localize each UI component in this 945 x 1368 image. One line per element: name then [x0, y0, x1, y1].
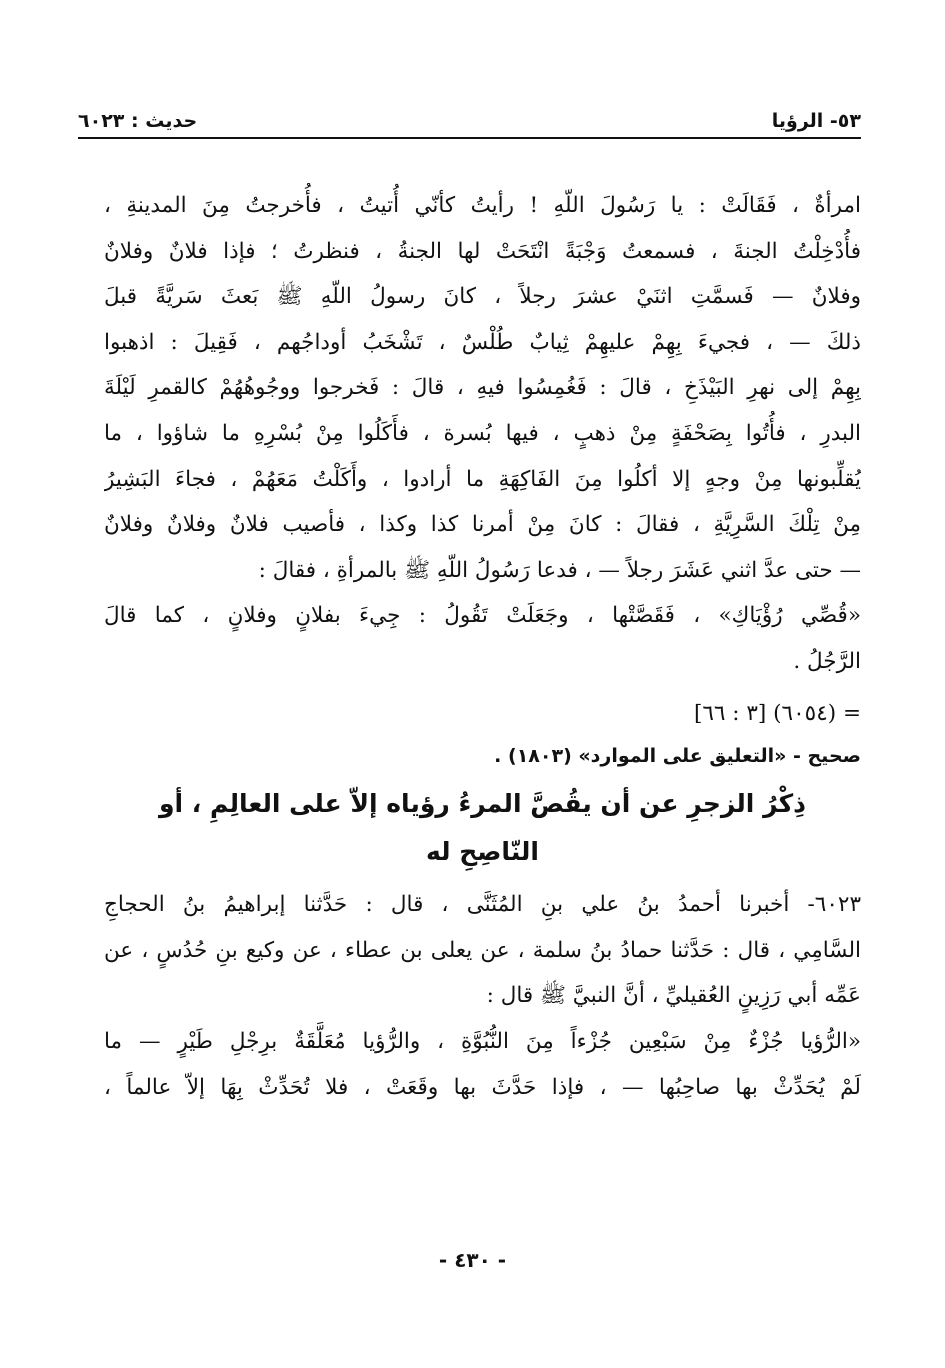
- text-line: وفلانٌ — فَسمَّتِ اثنَيْ عشرَ رجلاً ، كانَ رسولُ اللّهِ ﷺ بَعثَ سَريَّةً قبلَ: [104, 284, 861, 310]
- text-line: مِنْ تِلْكَ السَّرِيَّةِ ، فقالَ : كانَ مِنْ أمرنا كذا وكذا ، فأصيب فلانٌ وفلانٌ وفلانٌ: [104, 512, 861, 538]
- hadith-grade: صحيح - «التعليق على الموارد» (١٨٠٣) .: [494, 745, 861, 768]
- page-body: [104, 183, 861, 1110]
- cross-reference: = (٦٠٥٤) [٣ : ٦٦]: [693, 700, 861, 726]
- text-line: البدرِ ، فأُتُوا بِصَحْفَةٍ مِنْ ذهبٍ ، فيها بُسرة ، فأَكَلُوا مِنْ بُسْرِهِ ما شاؤوا ، ما: [104, 420, 861, 446]
- hadith-text-line: عَمِّه أبي رَزِينٍ العُقيليِّ ، أنَّ النبيَّ ﷺ قال :: [486, 983, 861, 1009]
- text-line: الرَّجُلُ .: [793, 648, 861, 674]
- text-line: «قُصِّي رُؤْيَاكِ» ، فَقَصَّتْها ، وجَعَلَتْ تَقُولُ : جِيءَ بفلانٍ وفلانٍ ، كما قالَ: [104, 603, 861, 629]
- text-line: بِهِمْ إلى نهرِ البَيْذَخِ ، قالَ : فَغُمِسُوا فيهِ ، قالَ : فَخرجوا ووجُوهُهُمْ كالقمرِ لَيْلَةَ: [104, 375, 861, 401]
- chapter-heading: ٥٣- الرؤيا: [771, 110, 861, 132]
- text-line: — حتى عدَّ اثني عَشَرَ رجلاً — ، فدعا رَسُولُ اللّهِ ﷺ بالمرأةِ ، فقالَ :: [258, 557, 861, 583]
- text-line: ذلكَ — ، فجيءَ بِهِمْ عليهِمْ ثِيابٌ طُلْسٌ ، تَشْخَبُ أوداجُهم ، فَقِيلَ : اذهبوا: [104, 329, 861, 355]
- text-line: امرأةٌ ، فَقَالَتْ : يا رَسُولَ اللّهِ ! رأيتُ كأنّي أُتيتُ ، فأُخرجتُ مِنَ المدينةِ ،: [104, 193, 861, 218]
- text-line: فأُدْخِلْتُ الجنةَ ، فسمعتُ وَجْبَةً انْتَحَتْ لها الجنةُ ، فنظرتُ ؛ فإذا فلانٌ وفلانٌ: [104, 238, 861, 264]
- hadith-text-line: السَّامِي ، قال : حَدَّثنا حمادُ بنُ سلمة ، عن يعلى بن عطاء ، عن وكيع بنِ حُدُسٍ ، عن: [104, 937, 861, 963]
- hadith-text-line: ٦٠٢٣- أخبرنا أحمدُ بنُ علي بنِ المُثَنَّى ، قال : حَدَّثنا إبراهيمُ بنُ الحجاجِ: [104, 892, 861, 918]
- section-title-line: النّاصِحِ له: [426, 837, 539, 867]
- running-header: [78, 96, 861, 132]
- section-title-line: ذِكْرُ الزجرِ عن أن يقُصَّ المرءُ رؤياه إلاّ على العالِمِ ، أو: [158, 789, 807, 819]
- hadith-text-line: «الرُّؤيا جُزْءٌ مِنْ سَبْعِين جُزْءاً مِنَ النُّبُوَّةِ ، والرُّؤيا مُعَلَّقَةٌ برِجْلِ طَيْرٍ — ما: [104, 1028, 861, 1054]
- header-divider: [78, 137, 861, 139]
- hadith-text-line: لَمْ يُحَدِّثْ بها صاحِبُها — ، فإذا حَدَّثَ بها وقَعَتْ ، فلا تُحَدِّثْ بِهَا إلاّ عالماً ،: [104, 1074, 861, 1100]
- text-line: يُقلِّبونها مِنْ وجهٍ إلا أكلُوا مِنَ الفَاكِهَةِ ما أرادوا ، وأَكَلْتُ مَعَهُمْ ، فجاءَ البَشِيرُ: [104, 466, 861, 492]
- page-number: - ٤٣٠ -: [438, 1248, 507, 1272]
- hadith-number-heading: حديث : ٦٠٢٣: [78, 110, 198, 132]
- section-title: [104, 780, 861, 876]
